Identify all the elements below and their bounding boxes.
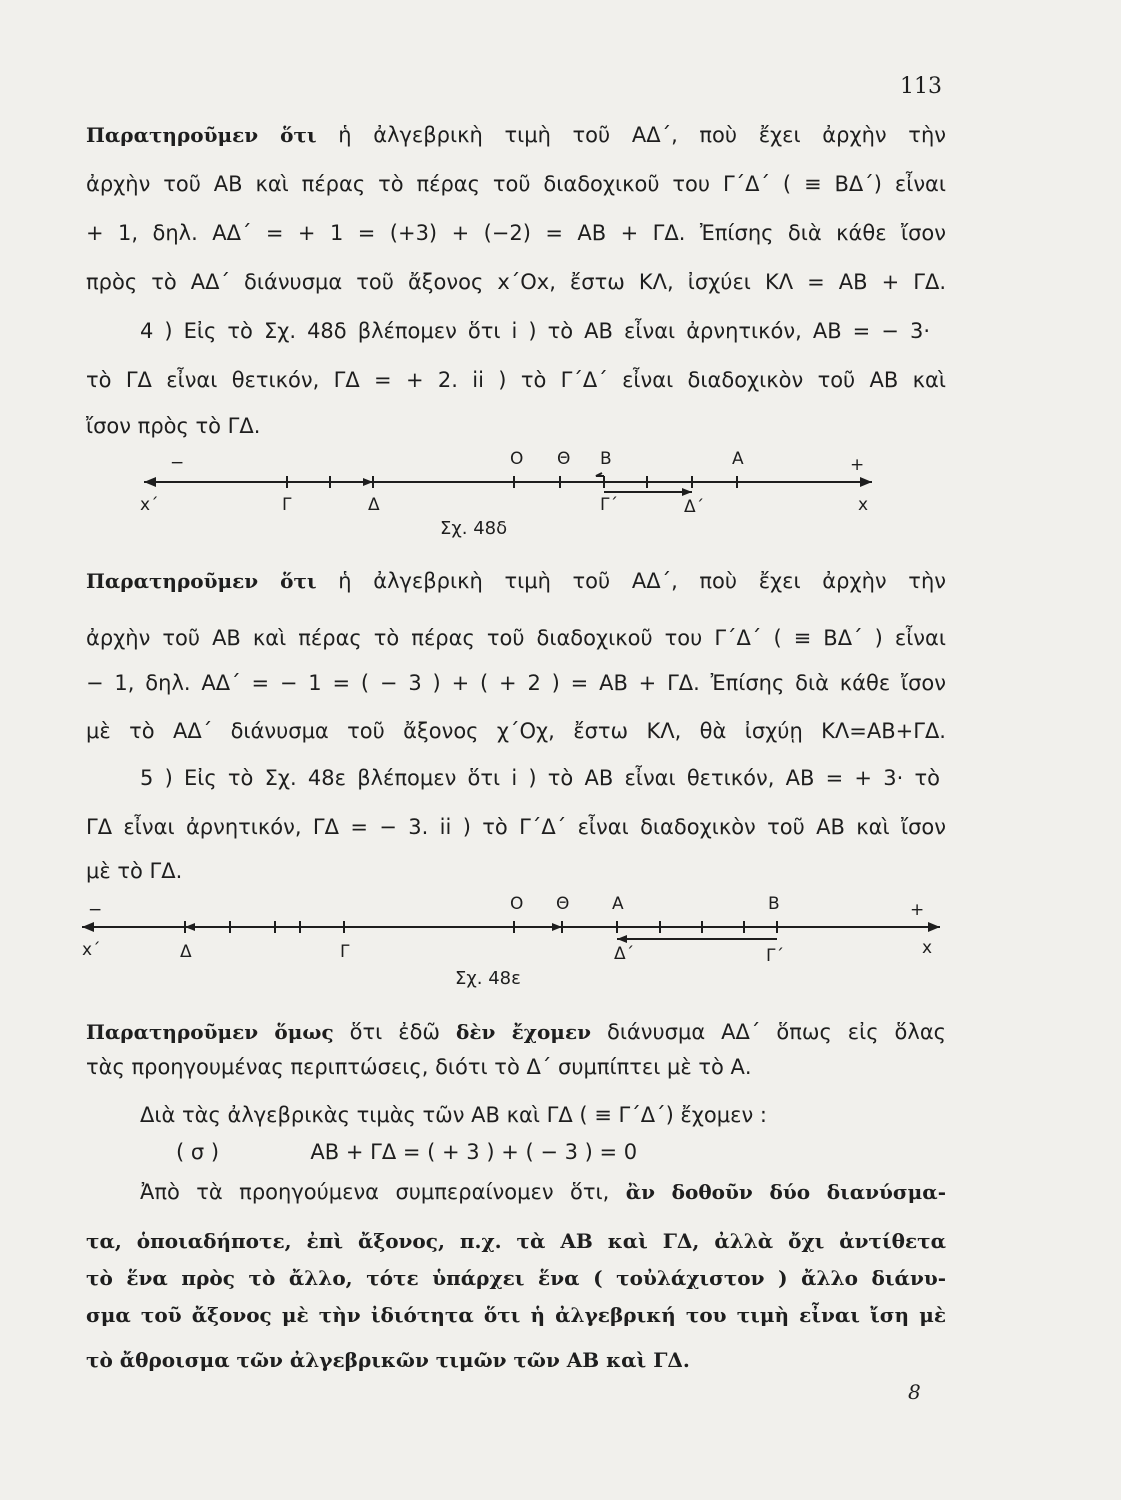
- fig-e-right-arrow: [928, 922, 940, 932]
- text-line: Παρατηροῦμεν ὅμως ὅτι ἐδῶ δὲν ἔχομεν διάνυσμα ΑΔ΄ ὅπως εἰς ὅλας: [86, 1020, 946, 1044]
- fig-d-left-arrow: [144, 477, 156, 487]
- fig-e-plus: +: [910, 900, 925, 920]
- text-line-bold: τα, ὁποιαδήποτε, ἐπὶ ἄξονος, π.χ. τὰ ΑΒ καὶ ΓΔ, ἀλλὰ ὄχι ἀντίθετα: [86, 1229, 946, 1253]
- text-line: − 1, δηλ. ΑΔ΄ = − 1 = ( − 3 ) + ( + 2 ) = ΑΒ + ΓΔ. Ἐπίσης διὰ κάθε ἴσον: [86, 671, 946, 695]
- text-line: μὲ τὸ ΑΔ΄ διάνυσμα τοῦ ἄξονος χ΄Οχ, ἔστω ΚΛ, θὰ ἰσχύῃ ΚΛ=ΑΒ+ΓΔ.: [86, 719, 946, 743]
- fig-d-minus: −: [170, 453, 185, 473]
- figure-48e-caption: Σχ. 48ε: [455, 968, 521, 989]
- fig-d-vector-gd-head: [363, 478, 373, 486]
- text-line-bold: τὸ ἕνα πρὸς τὸ ἄλλο, τότε ὑπάρχει ἕνα ( τοὐλάχιστον ) ἄλλο διάνυ-: [86, 1266, 946, 1290]
- text-line: Παρατηροῦμεν ὅτι ἡ ἀλγεβρικὴ τιμὴ τοῦ ΑΔ΄, ποὺ ἔχει ἀρχὴν τὴν: [86, 123, 946, 147]
- fig-d-label-d: Δ: [368, 495, 380, 515]
- fig-e-label-dp: Δ΄: [614, 944, 635, 964]
- text-line-bold: σμα τοῦ ἄξονος μὲ τὴν ἰδιότητα ὅτι ἡ ἀλγεβρική του τιμὴ εἶναι ἴση μὲ: [86, 1303, 946, 1327]
- fig-e-label-theta: Θ: [556, 894, 570, 914]
- fig-e-label-d: Δ: [180, 942, 192, 962]
- text-line: 5 ) Εἰς τὸ Σχ. 48ε βλέπομεν ὅτι i ) τὸ ΑΒ εἶναι θετικόν, ΑΒ = + 3· τὸ: [140, 766, 940, 790]
- fig-d-label-gp: Γ΄: [600, 495, 618, 515]
- text-line-bold: τὸ ἄθροισμα τῶν ἀλγεβρικῶν τιμῶν τῶν ΑΒ καὶ ΓΔ.: [86, 1348, 690, 1372]
- fig-d-label-x: x: [858, 495, 869, 515]
- fig-d-label-b: Β: [600, 449, 612, 469]
- fig-d-label-xprime: x΄: [140, 495, 159, 515]
- text-line: ΓΔ εἶναι ἀρνητικόν, ΓΔ = − 3. ii ) τὸ Γ΄Δ΄ εἶναι διαδοχικὸν τοῦ ΑΒ καὶ ἴσον: [86, 815, 946, 839]
- fig-e-label-b: Β: [768, 894, 780, 914]
- text-line: πρὸς τὸ ΑΔ΄ διάνυσμα τοῦ ἄξονος x΄Ox, ἔστω ΚΛ, ἰσχύει ΚΛ = ΑΒ + ΓΔ.: [86, 270, 946, 294]
- fig-e-label-o: Ο: [510, 894, 524, 914]
- fig-e-vector-gd-head: [185, 923, 195, 931]
- text-line: Διὰ τὰς ἀλγεβρικὰς τιμὰς τῶν ΑΒ καὶ ΓΔ ( ≡ Γ΄Δ΄) ἔχομεν :: [140, 1103, 767, 1127]
- fig-e-vector-ab-head: [552, 923, 562, 931]
- text-line: Παρατηροῦμεν ὅτι ἡ ἀλγεβρικὴ τιμὴ τοῦ ΑΔ΄, ποὺ ἔχει ἀρχὴν τὴν: [86, 569, 946, 593]
- fig-d-vector-ab-head: [596, 473, 604, 476]
- fig-d-label-dp: Δ΄: [684, 497, 705, 517]
- fig-e-label-a: Α: [612, 894, 624, 914]
- fig-d-vector-gpdp-head: [682, 488, 692, 496]
- fig-e-label-g: Γ: [340, 942, 350, 962]
- fig-e-label-xprime: x΄: [82, 940, 101, 960]
- equation-body: ΑΒ + ΓΔ = ( + 3 ) + ( − 3 ) = 0: [310, 1140, 638, 1164]
- figure-48e: [82, 893, 952, 965]
- fig-d-label-theta: Θ: [557, 449, 571, 469]
- fig-e-label-x: x: [922, 938, 933, 958]
- fig-d-label-o: Ο: [510, 449, 524, 469]
- fig-d-label-g: Γ: [282, 495, 292, 515]
- figure-48d-caption: Σχ. 48δ: [440, 518, 508, 539]
- figure-48d: [82, 448, 952, 518]
- footer-mark: 8: [908, 1380, 921, 1404]
- text-line: + 1, δηλ. ΑΔ΄ = + 1 = (+3) + (−2) = ΑΒ + ΓΔ. Ἐπίσης διὰ κάθε ἴσον: [86, 221, 946, 245]
- fig-d-label-a: Α: [732, 449, 744, 469]
- text-line: ἴσον πρὸς τὸ ΓΔ.: [86, 414, 261, 438]
- text-line: μὲ τὸ ΓΔ.: [86, 859, 183, 883]
- fig-e-left-arrow: [82, 922, 94, 932]
- fig-e-vector-gpdp-head: [617, 935, 627, 943]
- equation-line: [176, 1137, 1036, 1167]
- text-line: Ἀπὸ τὰ προηγούμενα συμπεραίνομεν ὅτι, ἂν δοθοῦν δύο διανύσμα-: [140, 1180, 946, 1204]
- equation-label: ( σ ): [176, 1140, 220, 1164]
- text-line: ἀρχὴν τοῦ ΑΒ καὶ πέρας τὸ πέρας τοῦ διαδοχικοῦ του Γ΄Δ΄ ( ≡ ΒΔ΄) εἶναι: [86, 172, 946, 196]
- text-line: 4 ) Εἰς τὸ Σχ. 48δ βλέπομεν ὅτι i ) τὸ ΑΒ εἶναι ἀρνητικόν, ΑΒ = − 3·: [140, 319, 930, 343]
- fig-e-minus: −: [88, 900, 103, 920]
- text-line: τὰς προηγουμένας περιπτώσεις, διότι τὸ Δ΄ συμπίπτει μὲ τὸ Α.: [86, 1055, 752, 1079]
- text-line: ἀρχὴν τοῦ ΑΒ καὶ πέρας τὸ πέρας τοῦ διαδοχικοῦ του Γ΄Δ΄ ( ≡ ΒΔ΄ ) εἶναι: [86, 626, 946, 650]
- text-line: τὸ ΓΔ εἶναι θετικόν, ΓΔ = + 2. ii ) τὸ Γ΄Δ΄ εἶναι διαδοχικὸν τοῦ ΑΒ καὶ: [86, 368, 946, 392]
- fig-e-label-gp: Γ΄: [766, 946, 784, 965]
- page-number: 113: [900, 74, 942, 99]
- fig-d-plus: +: [850, 455, 865, 475]
- fig-d-right-arrow: [860, 477, 872, 487]
